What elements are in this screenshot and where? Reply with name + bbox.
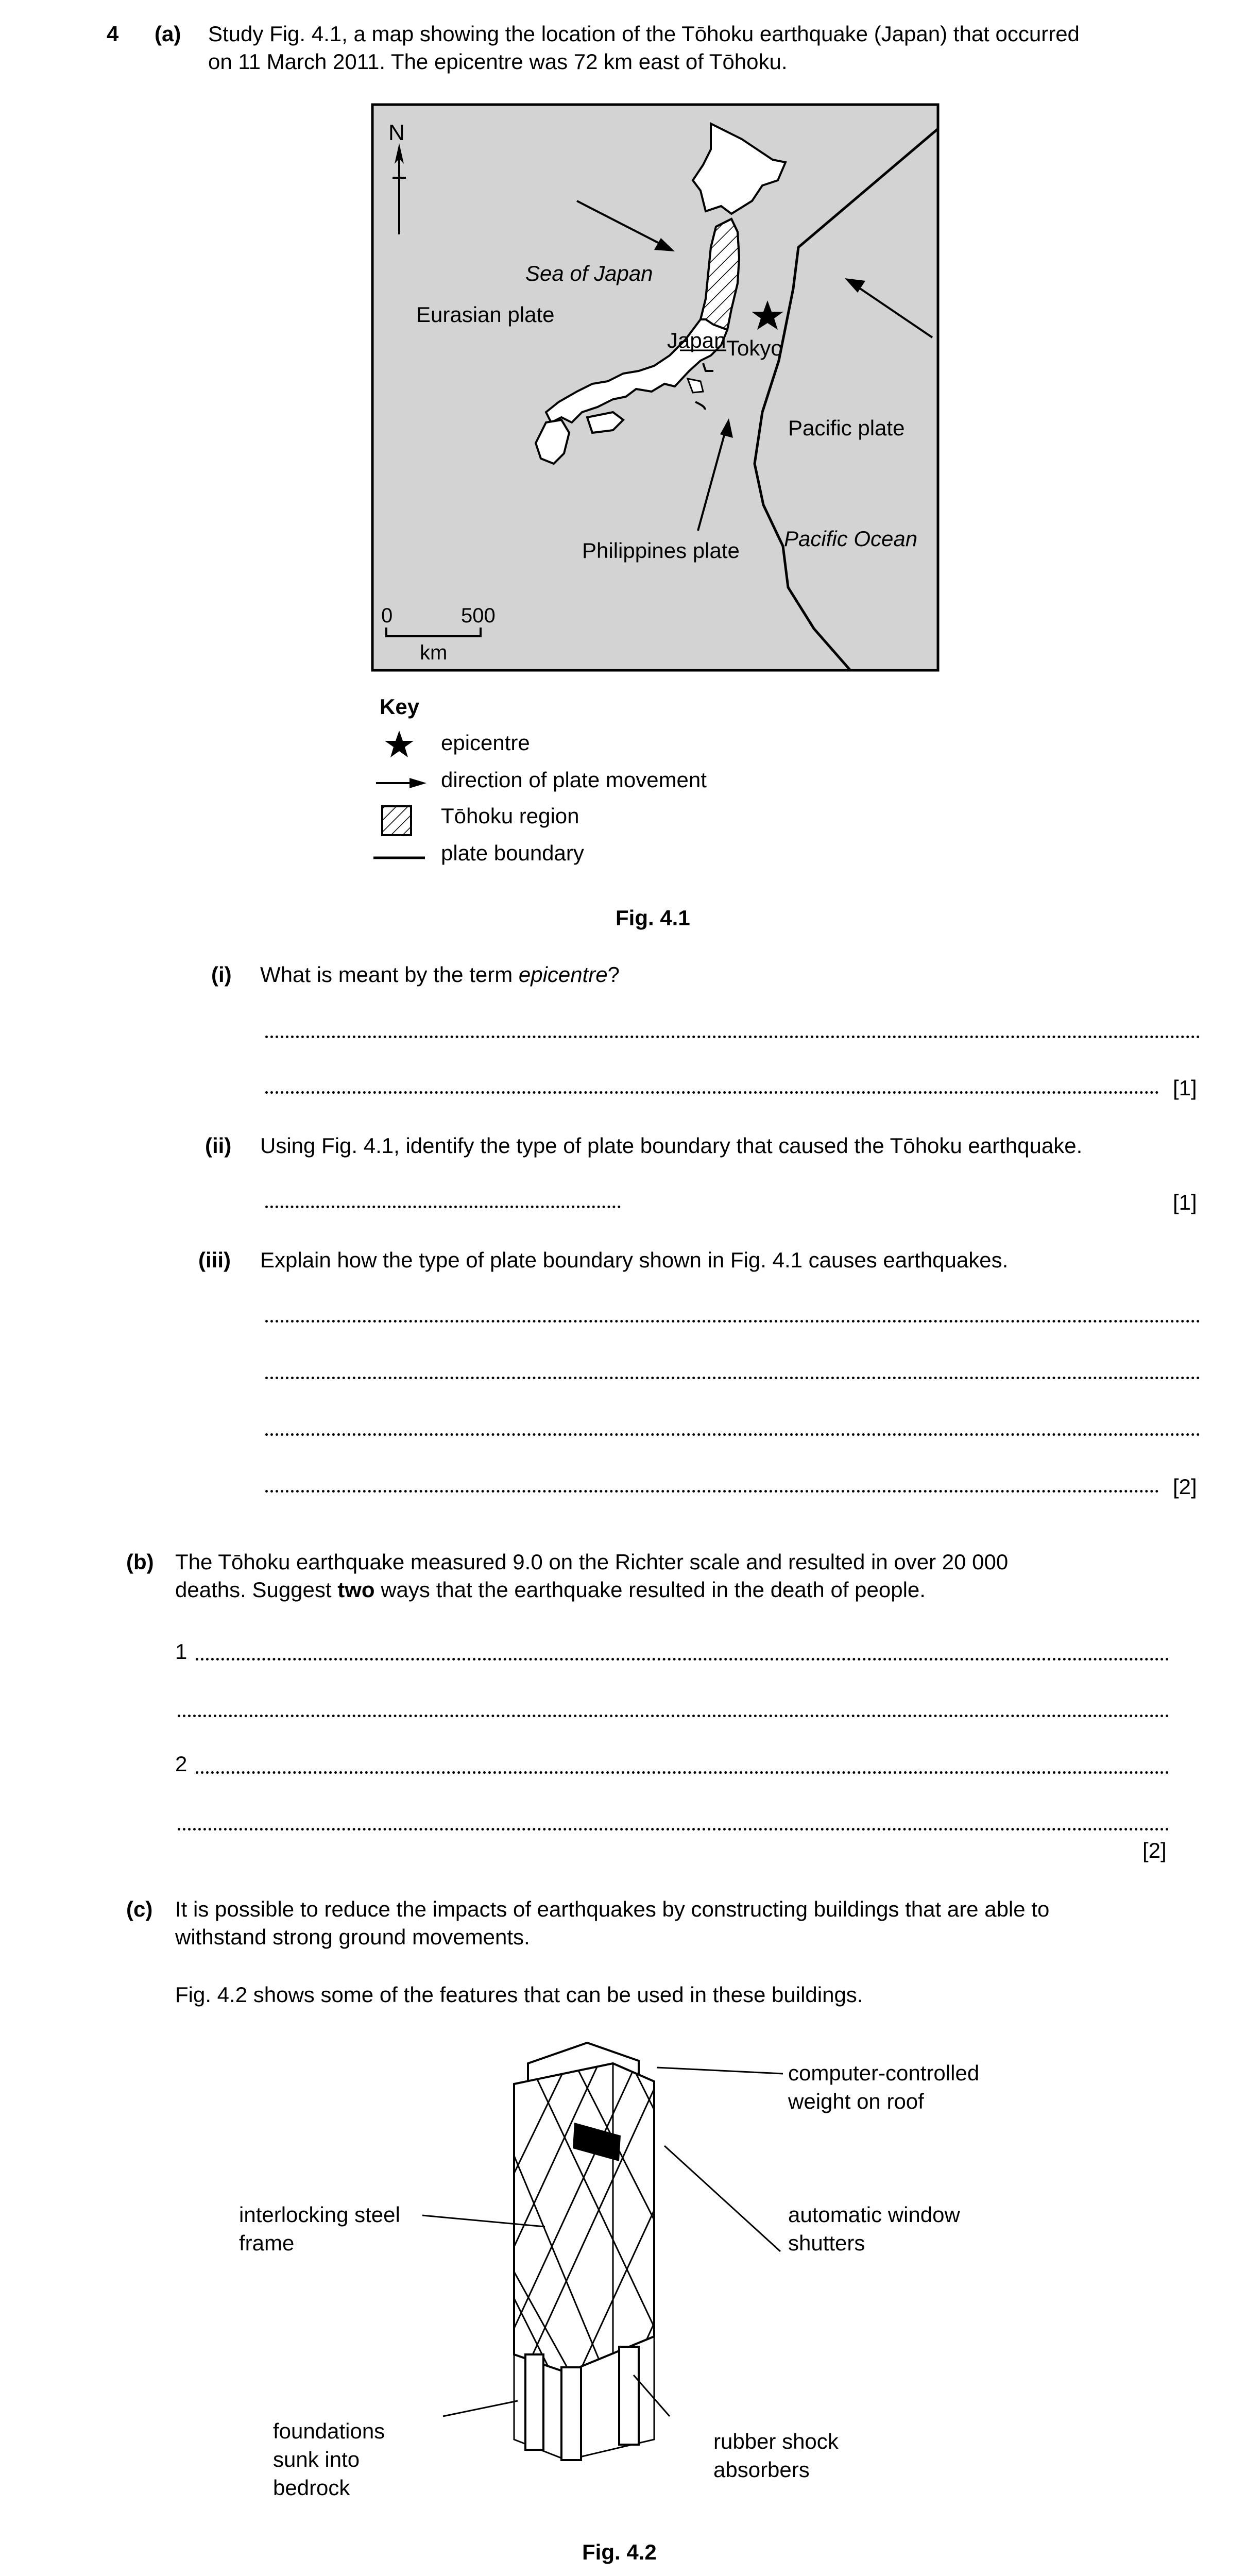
map-philippines-plate: Philippines plate xyxy=(582,538,740,563)
label-frame-line1: interlocking steel xyxy=(239,2202,400,2227)
part-c-fig-intro: Fig. 4.2 shows some of the features that can be used in these buildings. xyxy=(175,1982,863,2007)
part-b-answer1-label: 1 xyxy=(175,1639,187,1664)
key-hatch-icon xyxy=(382,806,411,835)
part-b-label: (b) xyxy=(126,1550,154,1574)
figure-4-1-map xyxy=(371,103,943,680)
key-item-tohoku: Tōhoku region xyxy=(441,804,579,828)
answer-line[interactable] xyxy=(265,1320,1200,1323)
key-arrow-icon xyxy=(409,778,426,788)
key-title: Key xyxy=(380,694,420,719)
question-number: 4 xyxy=(107,22,119,46)
key-item-boundary: plate boundary xyxy=(441,841,584,865)
sub-ii-question: Using Fig. 4.1, identify the type of plate boundary that caused the Tōhoku earthquake. xyxy=(260,1133,1083,1158)
answer-line[interactable] xyxy=(265,1091,1159,1094)
figure-4-2-leaders xyxy=(0,2009,1246,2473)
label-rubber-line2: absorbers xyxy=(713,2458,810,2482)
answer-line[interactable] xyxy=(265,1490,1159,1493)
label-foundations-line1: foundations xyxy=(273,2419,385,2443)
map-scale-zero: 0 xyxy=(381,604,393,627)
label-shutters-line2: shutters xyxy=(788,2231,865,2255)
label-weight-line2: weight on roof xyxy=(788,2089,924,2113)
map-scale-unit: km xyxy=(420,641,448,664)
part-a-label: (a) xyxy=(155,22,181,46)
key-epicentre-icon xyxy=(385,731,414,757)
map-pacific-plate: Pacific plate xyxy=(788,416,905,440)
part-c-line2: withstand strong ground movements. xyxy=(175,1925,530,1949)
answer-line[interactable] xyxy=(265,1036,1200,1038)
label-rubber-line1: rubber shock xyxy=(713,2429,839,2453)
answer-line[interactable] xyxy=(265,1377,1200,1379)
sub-i-question: What is meant by the term epicentre? xyxy=(260,962,620,987)
sub-iii-marks: [2] xyxy=(1173,1475,1197,1499)
label-foundations-line2: sunk into xyxy=(273,2447,360,2471)
map-eurasian-plate: Eurasian plate xyxy=(416,302,555,327)
map-sea-of-japan: Sea of Japan xyxy=(525,261,653,285)
part-a-intro-line2: on 11 March 2011. The epicentre was 72 km east of Tōhoku. xyxy=(208,49,788,74)
answer-line[interactable] xyxy=(196,1658,1169,1660)
key-item-epicentre: epicentre xyxy=(441,731,530,755)
sub-i-marks: [1] xyxy=(1173,1076,1197,1100)
answer-line[interactable] xyxy=(178,1715,1169,1717)
part-b-line1: The Tōhoku earthquake measured 9.0 on the Richter scale and resulted in over 20 000 xyxy=(175,1550,1009,1574)
answer-line[interactable] xyxy=(265,1206,621,1208)
sub-iii-label: (iii) xyxy=(198,1248,231,1272)
sub-ii-label: (ii) xyxy=(205,1133,232,1158)
key-item-direction: direction of plate movement xyxy=(441,768,707,792)
sub-iii-question: Explain how the type of plate boundary shown in Fig. 4.1 causes earthquakes. xyxy=(260,1248,1009,1272)
sub-i-label: (i) xyxy=(211,962,232,987)
sub-ii-marks: [1] xyxy=(1173,1190,1197,1214)
label-weight-line1: computer-controlled xyxy=(788,2061,980,2085)
map-north-label: N xyxy=(388,120,405,145)
map-tokyo-label: Tokyo xyxy=(726,336,783,360)
figure-4-2-caption: Fig. 4.2 xyxy=(582,2540,657,2564)
label-frame-line2: frame xyxy=(239,2231,295,2255)
part-b-line2: deaths. Suggest two ways that the earthquake resulted in the death of people. xyxy=(175,1578,926,1602)
part-c-label: (c) xyxy=(126,1897,153,1921)
part-b-answer2-label: 2 xyxy=(175,1752,187,1776)
part-a-intro-line1: Study Fig. 4.1, a map showing the location of the Tōhoku earthquake (Japan) that occurred xyxy=(208,22,1080,46)
label-shutters-line1: automatic window xyxy=(788,2202,960,2227)
key-symbols xyxy=(371,726,433,871)
answer-line[interactable] xyxy=(196,1771,1169,1774)
label-foundations-line3: bedrock xyxy=(273,2476,350,2500)
map-japan-label: Japan xyxy=(667,328,726,352)
answer-line[interactable] xyxy=(265,1433,1200,1436)
map-scale-max: 500 xyxy=(461,604,496,627)
part-c-line1: It is possible to reduce the impacts of earthquakes by constructing buildings that are able to xyxy=(175,1897,1050,1921)
map-pacific-ocean: Pacific Ocean xyxy=(784,527,918,551)
figure-4-1-caption: Fig. 4.1 xyxy=(616,906,690,930)
answer-line[interactable] xyxy=(178,1828,1169,1831)
part-b-marks: [2] xyxy=(1142,1838,1167,1862)
